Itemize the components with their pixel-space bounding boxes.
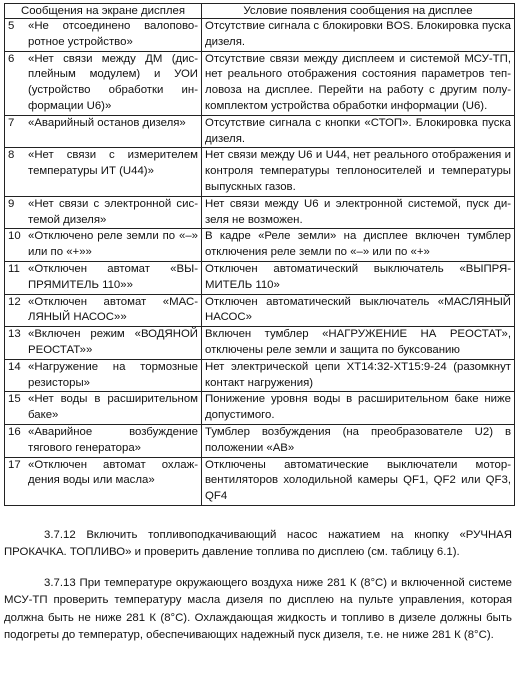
- table-row: [5, 19, 515, 52]
- row-number: 8: [8, 149, 15, 162]
- condition-cell: [202, 115, 515, 148]
- condition-text: Отсутствие связи между дисплеем и системой МСУ-ТП, нет реального отображения состояния параметров тепловоза на дисплее. Перейти на работу с другим полукомплектом устройства обработки информации (U6).: [205, 52, 511, 112]
- table-row: [5, 51, 515, 115]
- row-number: 10: [8, 230, 21, 243]
- row-number: 11: [8, 262, 20, 275]
- condition-text: Тумблер возбуждения (на преобразователе U2) в положении «АВ»: [205, 425, 511, 454]
- condition-text: Включен тумблер «НАГРУЖЕНИЕ НА РЕОСТАТ», отключены реле земли и защита по буксованию: [205, 328, 511, 356]
- message-text: «Аварийный останов дизеля»: [28, 116, 186, 129]
- table-header-row: [5, 4, 515, 19]
- condition-text: Отключены автоматические выключатели моторвентиляторов холодильной камеры QF1, QF2 или QF3, QF4: [205, 458, 511, 503]
- message-cell: [5, 457, 202, 505]
- condition-text: Нет электрической цепи ХТ14:32-ХТ15:9-24 (разомкнут контакт нагружения): [205, 360, 511, 389]
- row-number: 16: [8, 425, 21, 438]
- message-text: «Нет воды в расширительном баке»: [28, 393, 198, 422]
- condition-cell: [202, 294, 515, 327]
- message-text: «Отключен автомат «МАСЛЯНЫЙ НАСОС»»: [28, 295, 198, 324]
- condition-cell: [202, 327, 515, 360]
- row-number: 6: [8, 52, 15, 65]
- message-cell: [5, 359, 202, 392]
- table-row: [5, 196, 515, 229]
- table-row: [5, 392, 515, 425]
- condition-cell: [202, 19, 515, 52]
- row-number: 14: [8, 360, 21, 373]
- condition-text: Отсутствие сигнала с блокировки BOS. Блокировка пуска дизеля.: [205, 20, 511, 48]
- paragraph-3-7-13: 3.7.13 При температуре окружающего воздуха ниже 281 К (8°С) и включенной системе МСУ-ТП проверить температуру масла дизеля по дисплею на пульте управления, которая должна быть не ниже 281 К (8°С). Охлаждающая жидкость и топливо в дизеле должны быть подогреты до температур, обеспечивающих надежный пуск дизеля, т.е. не ниже 281 К (8°С).: [4, 577, 512, 642]
- message-cell: [5, 424, 202, 457]
- condition-text: Понижение уровня воды в расширительном баке ниже допустимого.: [205, 393, 511, 422]
- message-cell: [5, 229, 202, 262]
- message-text: «Отключено реле земли по «–» или по «+»»: [28, 230, 198, 259]
- condition-cell: [202, 359, 515, 392]
- condition-cell: [202, 261, 515, 294]
- message-text: «Нет связи с измерителем температуры ИТ (U44)»: [28, 149, 198, 178]
- row-number: 5: [8, 20, 15, 32]
- header-condition: Условие появления сообщения на дисплее: [202, 4, 515, 19]
- message-text: «Не отсоединено валоповоротное устройство»: [28, 20, 198, 48]
- condition-text: Нет связи между U6 и электронной системой, пуск дизеля не возможен.: [205, 197, 511, 226]
- table-row: [5, 359, 515, 392]
- table-row: [5, 294, 515, 327]
- condition-text: Отсутствие сигнала с кнопки «СТОП». Блокировка пуска дизеля.: [205, 116, 511, 145]
- row-number: 9: [8, 197, 15, 210]
- message-cell: [5, 261, 202, 294]
- message-cell: [5, 148, 202, 196]
- table-row: [5, 327, 515, 360]
- table-row: [5, 424, 515, 457]
- message-text: «Отключен автомат охлаждения воды или масла»: [28, 458, 198, 487]
- table-row: [5, 148, 515, 196]
- table-row: [5, 115, 515, 148]
- condition-cell: [202, 229, 515, 262]
- condition-cell: [202, 51, 515, 115]
- row-number: 7: [8, 116, 15, 129]
- message-cell: [5, 196, 202, 229]
- message-text: «Нет связи с электронной системой дизеля»: [28, 197, 198, 226]
- condition-cell: [202, 457, 515, 505]
- message-cell: [5, 327, 202, 360]
- messages-table: [4, 3, 515, 506]
- message-text: «Нагружение на тормозные резисторы»: [28, 360, 198, 389]
- condition-cell: [202, 392, 515, 425]
- header-message: Сообщения на экране дисплея: [5, 4, 202, 19]
- condition-cell: [202, 148, 515, 196]
- condition-text: Отключен автоматический выключатель «ВЫПРЯМИТЕЛЬ 110»: [205, 262, 511, 291]
- condition-text: Нет связи между U6 и U44, нет реального отображения и контроля температуры теплоносителей и температуры выпускных газов.: [205, 149, 511, 193]
- message-cell: [5, 392, 202, 425]
- message-text: «Включен режим «ВОДЯНОЙ РЕОСТАТ»»: [28, 328, 198, 356]
- message-cell: [5, 294, 202, 327]
- row-number: 12: [8, 295, 21, 308]
- message-cell: [5, 115, 202, 148]
- condition-cell: [202, 424, 515, 457]
- table-row: [5, 261, 515, 294]
- table-row: [5, 229, 515, 262]
- row-number: 17: [8, 458, 21, 471]
- message-cell: [5, 51, 202, 115]
- condition-text: Отключен автоматический выключатель «МАСЛЯНЫЙ НАСОС»: [205, 295, 511, 324]
- row-number: 15: [8, 393, 21, 406]
- message-text: «Аварийное возбуждение тягового генератора»: [28, 425, 198, 454]
- table-row: [5, 457, 515, 505]
- condition-cell: [202, 196, 515, 229]
- message-text: «Нет связи между ДМ (дисплейным модулем) и УОИ (устройство обработки информации U6)»: [28, 52, 198, 112]
- message-cell: [5, 19, 202, 52]
- condition-text: В кадре «Реле земли» на дисплее включен тумблер отключения реле земли по «–» или по «+»: [205, 230, 511, 259]
- paragraph-3-7-12: 3.7.12 Включить топливоподкачивающий насос нажатием на кнопку «РУЧНАЯ ПРОКАЧКА. ТОПЛИВО» и проверить давление топлива по дисплею (см. таблицу 6.1).: [4, 529, 512, 559]
- row-number: 13: [8, 328, 21, 341]
- message-text: «Отключен автомат «ВЫПРЯМИТЕЛЬ 110»»: [28, 262, 198, 291]
